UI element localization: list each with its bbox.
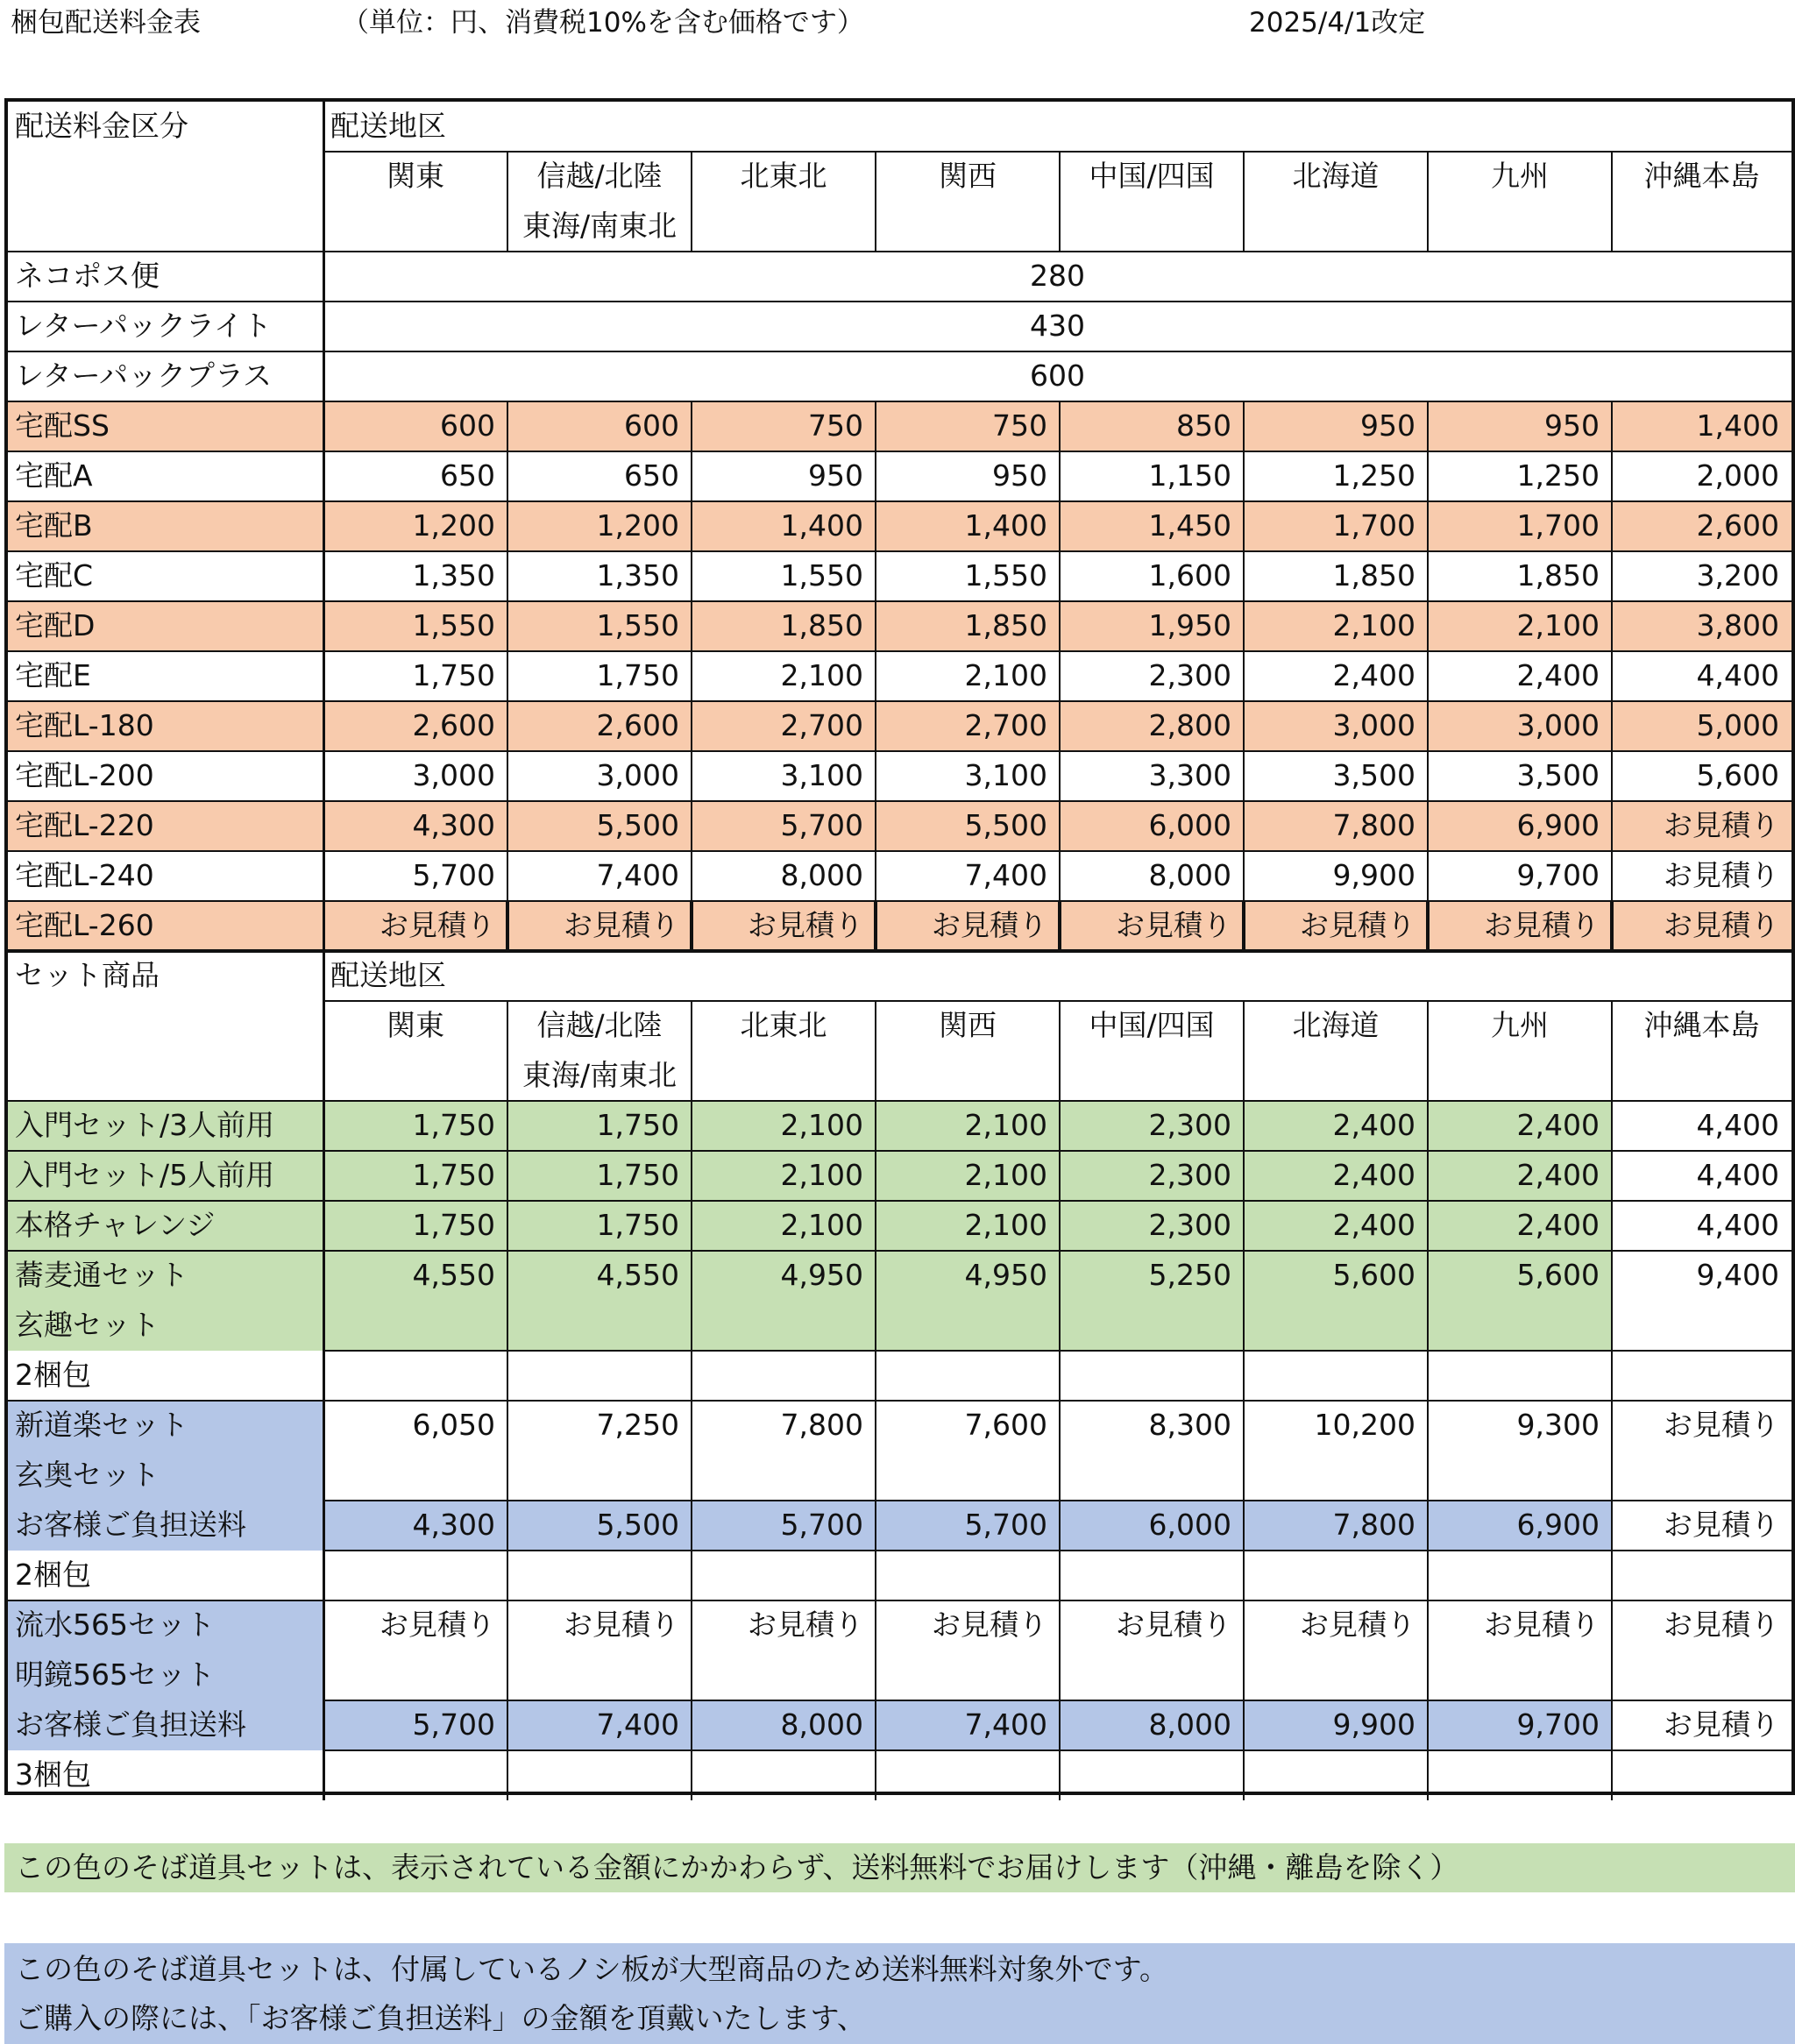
region-header: 東海/南東北 xyxy=(521,1058,678,1092)
rate-cell: 2,100 xyxy=(692,651,876,701)
set-rate-cell: 1,750 xyxy=(507,1201,692,1251)
grid-line xyxy=(875,152,876,252)
set-rate-cell: 1,750 xyxy=(323,1101,507,1151)
rate-cell: 2,000 xyxy=(1612,451,1791,501)
set-rate-cell: 4,400 xyxy=(1612,1151,1791,1201)
grid-line xyxy=(8,600,1791,602)
set-label: 入門セット/3人前用 xyxy=(8,1101,323,1151)
rate-cell: 1,700 xyxy=(1244,501,1428,551)
rate-cell: 950 xyxy=(1244,401,1428,451)
fee-cell: 8,000 xyxy=(1060,1700,1244,1750)
set-rate-cell: お見積り xyxy=(1484,1608,1600,1642)
grid-line xyxy=(1059,1101,1061,1800)
row-label: 宅配SS xyxy=(8,401,323,451)
rate-cell: 2,600 xyxy=(323,701,507,751)
grid-line xyxy=(1611,152,1613,252)
rate-cell: 1,250 xyxy=(1244,451,1428,501)
blue-note-line2: ご購入の際には、「お客様ご負担送料」の金額を頂戴いたします、 xyxy=(15,2001,866,2035)
fee-cell: 7,800 xyxy=(1244,1501,1428,1551)
grid-line xyxy=(507,152,508,252)
rate-cell: 2,300 xyxy=(1060,651,1244,701)
region-header: 北海道 xyxy=(1292,159,1380,193)
flat-rate: 280 xyxy=(1030,259,1085,293)
rate-cell: 7,400 xyxy=(507,851,692,901)
set-label: 新道楽セット xyxy=(8,1401,323,1451)
rate-cell: お見積り xyxy=(507,901,692,951)
area-label: 配送地区 xyxy=(330,109,446,143)
set-rate-cell: お見積り xyxy=(564,1608,679,1642)
rate-cell: 5,700 xyxy=(323,851,507,901)
grid-line xyxy=(875,1101,876,1800)
grid-line xyxy=(323,151,1791,153)
row-label: 宅配L-180 xyxy=(8,701,323,751)
fee-cell: 9,900 xyxy=(1244,1700,1428,1750)
grid-line xyxy=(8,1200,1791,1202)
set-rate-cell: 10,200 xyxy=(1314,1408,1415,1442)
rate-cell: 3,000 xyxy=(507,751,692,801)
rate-cell: 7,400 xyxy=(876,851,1060,901)
grid-line xyxy=(8,700,1791,702)
grid-line xyxy=(8,750,1791,752)
rate-cell: 1,850 xyxy=(692,601,876,651)
rate-cell: 1,400 xyxy=(692,501,876,551)
grid-line xyxy=(1059,401,1061,951)
rate-cell: お見積り xyxy=(1612,851,1791,901)
fee-cell: 7,400 xyxy=(876,1700,1060,1750)
shipping-rate-table xyxy=(4,98,1795,1795)
grid-line xyxy=(8,401,1791,402)
rate-cell: 2,600 xyxy=(507,701,692,751)
blue-note-line1: この色のそば道具セットは、付属しているノシ板が大型商品のため送料無料対象外です。 xyxy=(15,1952,1169,1986)
rate-cell: お見積り xyxy=(1428,901,1612,951)
set-rate-cell: お見積り xyxy=(932,1608,1047,1642)
fee-cell: 5,700 xyxy=(323,1700,507,1750)
fee-cell: 7,400 xyxy=(507,1700,692,1750)
grid-line xyxy=(323,1000,1791,1002)
set-rate-cell: 2,400 xyxy=(1428,1201,1612,1251)
rate-cell: 4,300 xyxy=(323,801,507,851)
unit-note: （単位：円、消費税10%を含む価格です） xyxy=(342,7,864,39)
set-label: 本格チャレンジ xyxy=(8,1201,323,1251)
revision-date: 2025/4/1改定 xyxy=(1249,7,1426,39)
rate-cell: 2,700 xyxy=(876,701,1060,751)
region-header: 関西 xyxy=(939,1008,997,1042)
set-rate-cell: 2,400 xyxy=(1244,1101,1428,1151)
grid-line xyxy=(8,301,1791,302)
grid-line xyxy=(8,1250,1791,1252)
corner-label: セット商品 xyxy=(15,958,160,992)
set-rate-cell: 9,400 xyxy=(1612,1251,1791,1351)
set-rate-cell: 2,400 xyxy=(1428,1151,1612,1201)
rate-cell: 3,200 xyxy=(1612,551,1791,601)
set-label: 明鏡565セット xyxy=(8,1650,323,1700)
rate-cell: 1,450 xyxy=(1060,501,1244,551)
rate-cell: 3,000 xyxy=(1428,701,1612,751)
region-header: 九州 xyxy=(1491,1008,1549,1042)
region-header: 関東 xyxy=(387,159,444,193)
region-header: 東海/南東北 xyxy=(521,209,678,243)
fee-cell: お見積り xyxy=(1612,1501,1791,1551)
set-rate-cell: 5,250 xyxy=(1060,1251,1244,1351)
grid-line xyxy=(1610,901,1614,951)
set-rate-cell: 4,550 xyxy=(507,1251,692,1351)
rate-cell: 2,100 xyxy=(1244,601,1428,651)
set-rate-cell: 4,550 xyxy=(323,1251,507,1351)
rate-cell: お見積り xyxy=(1612,901,1791,951)
grid-line xyxy=(1059,152,1061,252)
row-label: 宅配L-200 xyxy=(8,751,323,801)
grid-line xyxy=(506,901,509,951)
fee-cell: 5,700 xyxy=(876,1501,1060,1551)
rate-cell: 3,800 xyxy=(1612,601,1791,651)
rate-cell: お見積り xyxy=(1612,801,1791,851)
rate-cell: 1,550 xyxy=(507,601,692,651)
grid-line xyxy=(1427,1101,1429,1800)
rate-cell: 1,750 xyxy=(323,651,507,701)
grid-line xyxy=(690,901,693,951)
set-label: 玄趣セット xyxy=(8,1301,323,1351)
rate-cell: 600 xyxy=(507,401,692,451)
set-rate-cell: お見積り xyxy=(380,1608,495,1642)
rate-cell: 1,600 xyxy=(1060,551,1244,601)
grid-line xyxy=(8,1400,1791,1402)
region-header: 九州 xyxy=(1491,159,1549,193)
rate-cell: 1,250 xyxy=(1428,451,1612,501)
rate-cell: 750 xyxy=(692,401,876,451)
rate-cell: 1,700 xyxy=(1428,501,1612,551)
grid-line xyxy=(8,1100,1791,1102)
grid-line xyxy=(1243,1001,1245,1101)
rate-cell: 1,550 xyxy=(323,601,507,651)
set-rate-cell: お見積り xyxy=(1664,1408,1779,1442)
set-label: 入門セット/5人前用 xyxy=(8,1151,323,1201)
set-rate-cell: 2,100 xyxy=(876,1201,1060,1251)
rate-cell: 1,850 xyxy=(876,601,1060,651)
grid-line xyxy=(1058,901,1061,951)
set-rate-cell: 2,300 xyxy=(1060,1101,1244,1151)
rate-cell: 3,100 xyxy=(876,751,1060,801)
set-rate-cell: 2,100 xyxy=(876,1151,1060,1201)
rate-cell: 5,500 xyxy=(507,801,692,851)
rate-cell: お見積り xyxy=(876,901,1060,951)
grid-line xyxy=(8,800,1791,802)
page-title: 梱包配送料金表 xyxy=(11,7,201,39)
rate-cell: 1,350 xyxy=(323,551,507,601)
grid-line xyxy=(8,351,1791,352)
rate-cell: お見積り xyxy=(692,901,876,951)
fee-label: お客様ご負担送料 xyxy=(8,1501,323,1551)
set-rate-cell: 4,950 xyxy=(692,1251,876,1351)
set-label: 蕎麦通セット xyxy=(8,1251,323,1301)
rate-cell: 5,600 xyxy=(1612,751,1791,801)
blue-note xyxy=(4,1943,1795,2044)
rate-cell: 6,900 xyxy=(1428,801,1612,851)
set-rate-cell: 5,600 xyxy=(1428,1251,1612,1351)
pack-count: 2梱包 xyxy=(15,1558,91,1592)
grid-line xyxy=(8,550,1791,552)
grid-line xyxy=(8,251,1791,252)
row-label: レターパックライト xyxy=(15,309,273,343)
set-rate-cell: 9,300 xyxy=(1516,1408,1600,1442)
row-label: 宅配L-240 xyxy=(8,851,323,901)
grid-line xyxy=(8,850,1791,852)
rate-cell: 2,700 xyxy=(692,701,876,751)
set-rate-cell: 2,400 xyxy=(1428,1101,1612,1151)
set-rate-cell: 2,300 xyxy=(1060,1151,1244,1201)
set-rate-cell: 4,400 xyxy=(1612,1201,1791,1251)
region-header: 信越/北陸 xyxy=(536,1008,663,1042)
corner-label: 配送料金区分 xyxy=(15,109,188,143)
grid-line xyxy=(323,1700,1791,1701)
rate-cell: 7,800 xyxy=(1244,801,1428,851)
rate-cell: 3,100 xyxy=(692,751,876,801)
area-label: 配送地区 xyxy=(330,958,446,992)
rate-cell: 5,700 xyxy=(692,801,876,851)
set-rate-cell: 2,100 xyxy=(692,1101,876,1151)
region-header: 中国/四国 xyxy=(1089,1008,1215,1042)
fee-label: お客様ご負担送料 xyxy=(8,1700,323,1750)
region-header: 北東北 xyxy=(740,159,827,193)
set-rate-cell: 4,400 xyxy=(1612,1101,1791,1151)
rate-cell: 650 xyxy=(323,451,507,501)
set-rate-cell: 2,100 xyxy=(876,1101,1060,1151)
rate-cell: 600 xyxy=(323,401,507,451)
rate-cell: 3,000 xyxy=(323,751,507,801)
set-rate-cell: 1,750 xyxy=(323,1151,507,1201)
grid-line xyxy=(507,401,508,951)
row-label: 宅配C xyxy=(8,551,323,601)
rate-cell: 2,800 xyxy=(1060,701,1244,751)
green-note-text: この色のそば道具セットは、表示されている金額にかかわらず、送料無料でお届けします（沖縄・離島を除く） xyxy=(15,1850,1459,1884)
grid-line xyxy=(323,1749,1791,1751)
rate-cell: 5,500 xyxy=(876,801,1060,851)
grid-line xyxy=(691,152,692,252)
rate-cell: 1,200 xyxy=(507,501,692,551)
grid-line xyxy=(1611,1001,1613,1101)
region-header: 信越/北陸 xyxy=(536,159,663,193)
region-header: 関東 xyxy=(387,1008,444,1042)
set-rate-cell: お見積り xyxy=(748,1608,863,1642)
grid-line xyxy=(8,650,1791,652)
region-header: 沖縄本島 xyxy=(1643,1008,1760,1042)
rate-cell: お見積り xyxy=(1060,901,1244,951)
row-label: 宅配E xyxy=(8,651,323,701)
set-rate-cell: 2,400 xyxy=(1244,1201,1428,1251)
row-label: 宅配L-260 xyxy=(8,901,323,951)
set-rate-cell: 7,250 xyxy=(596,1408,679,1442)
set-label: 玄奥セット xyxy=(8,1451,323,1501)
fee-cell: 5,700 xyxy=(692,1501,876,1551)
set-rate-cell: 4,950 xyxy=(876,1251,1060,1351)
pack-count: 2梱包 xyxy=(15,1358,91,1392)
row-label: 宅配D xyxy=(8,601,323,651)
grid-line xyxy=(507,1101,508,1800)
grid-line xyxy=(1426,901,1430,951)
region-header: 関西 xyxy=(939,159,997,193)
rate-cell: 650 xyxy=(507,451,692,501)
row-label: ネコポス便 xyxy=(15,259,160,293)
grid-line xyxy=(1243,152,1245,252)
rate-cell: 1,550 xyxy=(692,551,876,601)
pack-count: 3梱包 xyxy=(15,1757,91,1792)
flat-rate: 430 xyxy=(1030,309,1085,343)
set-rate-cell: 7,800 xyxy=(780,1408,863,1442)
set-rate-cell: 7,600 xyxy=(964,1408,1047,1442)
grid-line xyxy=(1243,1101,1245,1800)
set-rate-cell: 1,750 xyxy=(323,1201,507,1251)
rate-cell: 1,200 xyxy=(323,501,507,551)
rate-cell: 3,500 xyxy=(1244,751,1428,801)
rate-cell: 6,000 xyxy=(1060,801,1244,851)
rate-cell: 2,400 xyxy=(1244,651,1428,701)
grid-line xyxy=(8,500,1791,502)
row-label: 宅配L-220 xyxy=(8,801,323,851)
set-rate-cell: 1,750 xyxy=(507,1151,692,1201)
set-rate-cell: 2,100 xyxy=(692,1151,876,1201)
fee-cell: 5,500 xyxy=(507,1501,692,1551)
grid-line xyxy=(691,1101,692,1800)
row-label: レターパックプラス xyxy=(15,358,273,393)
rate-cell: 9,700 xyxy=(1428,851,1612,901)
set-rate-cell: 8,300 xyxy=(1148,1408,1231,1442)
row-label: 宅配A xyxy=(8,451,323,501)
rate-cell: 3,500 xyxy=(1428,751,1612,801)
grid-line xyxy=(1243,401,1245,951)
region-header: 沖縄本島 xyxy=(1643,159,1760,193)
rate-cell: 4,400 xyxy=(1612,651,1791,701)
rate-cell: 950 xyxy=(1428,401,1612,451)
rate-cell: 8,000 xyxy=(1060,851,1244,901)
grid-line xyxy=(1611,401,1613,951)
grid-line xyxy=(1611,1101,1613,1800)
fee-cell: 4,300 xyxy=(323,1501,507,1551)
rate-cell: 1,850 xyxy=(1428,551,1612,601)
rate-cell: 950 xyxy=(692,451,876,501)
rate-cell: 1,550 xyxy=(876,551,1060,601)
set-rate-cell: お見積り xyxy=(1116,1608,1231,1642)
grid-line xyxy=(8,451,1791,452)
set-rate-cell: 6,050 xyxy=(412,1408,495,1442)
grid-line xyxy=(8,900,1791,902)
region-header: 北海道 xyxy=(1292,1008,1380,1042)
set-rate-cell: お見積り xyxy=(1664,1608,1779,1642)
set-rate-cell: 1,750 xyxy=(507,1101,692,1151)
grid-line xyxy=(875,1001,876,1101)
flat-rate: 600 xyxy=(1030,358,1085,393)
rate-cell: 9,900 xyxy=(1244,851,1428,901)
rate-cell: 1,950 xyxy=(1060,601,1244,651)
set-rate-cell: 2,400 xyxy=(1244,1151,1428,1201)
rate-cell: 3,300 xyxy=(1060,751,1244,801)
rate-cell: 5,000 xyxy=(1612,701,1791,751)
grid-line xyxy=(8,949,1791,953)
rate-cell: 1,150 xyxy=(1060,451,1244,501)
set-rate-cell: 2,100 xyxy=(692,1201,876,1251)
rate-cell: 950 xyxy=(876,451,1060,501)
set-rate-cell: 2,300 xyxy=(1060,1201,1244,1251)
grid-line xyxy=(323,1550,1791,1551)
region-header: 北東北 xyxy=(740,1008,827,1042)
grid-line xyxy=(8,1600,1791,1601)
set-label: 流水565セット xyxy=(8,1600,323,1650)
grid-line xyxy=(1427,152,1429,252)
rate-cell: お見積り xyxy=(323,901,507,951)
grid-line xyxy=(875,401,876,951)
rate-cell: お見積り xyxy=(1244,901,1428,951)
rate-cell: 2,100 xyxy=(1428,601,1612,651)
rate-cell: 1,400 xyxy=(1612,401,1791,451)
rate-cell: 1,400 xyxy=(876,501,1060,551)
rate-cell: 2,600 xyxy=(1612,501,1791,551)
grid-line xyxy=(8,1150,1791,1152)
grid-line xyxy=(323,1500,1791,1501)
grid-line xyxy=(507,1001,508,1101)
rate-cell: 2,400 xyxy=(1428,651,1612,701)
rate-cell: 1,750 xyxy=(507,651,692,701)
row-label: 宅配B xyxy=(8,501,323,551)
green-note xyxy=(4,1843,1795,1892)
rate-cell: 3,000 xyxy=(1244,701,1428,751)
grid-line xyxy=(1059,1001,1061,1101)
set-rate-cell: 5,600 xyxy=(1244,1251,1428,1351)
fee-cell: 6,000 xyxy=(1060,1501,1244,1551)
rate-cell: 1,350 xyxy=(507,551,692,601)
rate-cell: 1,850 xyxy=(1244,551,1428,601)
region-header: 中国/四国 xyxy=(1089,159,1215,193)
rate-cell: 8,000 xyxy=(692,851,876,901)
grid-line xyxy=(874,901,877,951)
fee-cell: お見積り xyxy=(1612,1700,1791,1750)
rate-cell: 850 xyxy=(1060,401,1244,451)
fee-cell: 9,700 xyxy=(1428,1700,1612,1750)
rate-cell: 2,100 xyxy=(876,651,1060,701)
grid-line xyxy=(691,401,692,951)
rate-cell: 750 xyxy=(876,401,1060,451)
grid-line xyxy=(1427,401,1429,951)
grid-line xyxy=(1242,901,1245,951)
fee-cell: 8,000 xyxy=(692,1700,876,1750)
set-rate-cell: お見積り xyxy=(1300,1608,1415,1642)
grid-line xyxy=(691,1001,692,1101)
fee-cell: 6,900 xyxy=(1428,1501,1612,1551)
grid-line xyxy=(1427,1001,1429,1101)
grid-line xyxy=(323,1350,1791,1352)
